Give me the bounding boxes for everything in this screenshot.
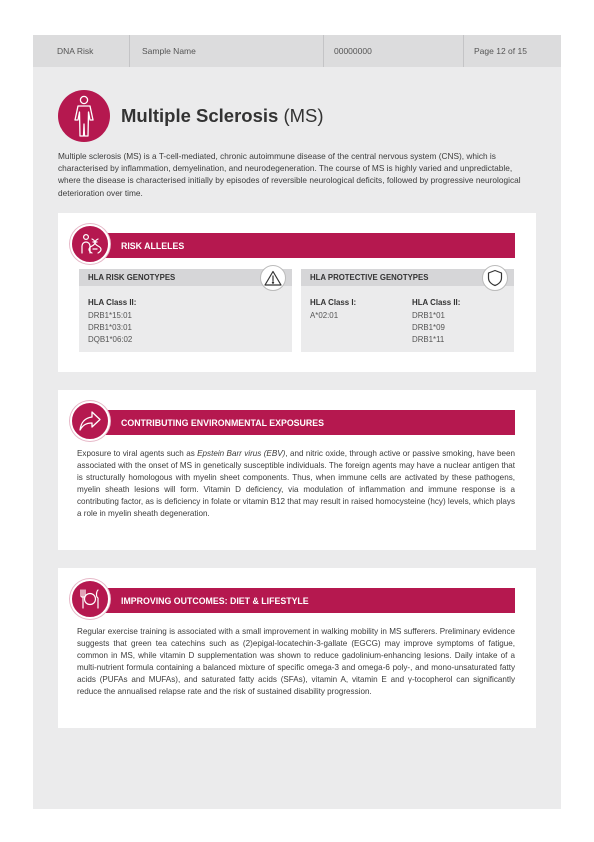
environmental-exposures-text — [77, 448, 515, 521]
human-figure-icon — [58, 90, 110, 142]
environmental-exposures-title: CONTRIBUTING ENVIRONMENTAL EXPOSURES — [96, 410, 515, 435]
cutlery-icon — [70, 579, 110, 619]
protective-class2-column — [412, 297, 460, 346]
improving-outcomes-text: Regular exercise training is associated with a small improvement in walking mobility in MS sufferers. Preliminary evidence suggests that green tea catechins such as (2)epigal-locatechin-3-gallate (EGCG) may improve symptoms of fatigue, common in MS, while vitamin D supplementation was shown to reduce gadolinium-enhancing lesions. Daily intake of a multi-nutrient formula containing a balanced mixture of specific omega-3 and omega-6 poly-, and mono-unsaturated fatty acids (PUFAs and MUFAs), and saturated fatty acids (SFAs), vitamin A, vitamin E and γ-tocopherol can significantly reduce the annualised relapse rate and the risk of sustained disability progression. — [77, 627, 515, 697]
environmental-exposures-header — [78, 410, 515, 435]
page-title-abbr: (MS) — [283, 105, 324, 126]
genotype-item: DRB1*11 — [412, 335, 445, 344]
dna-person-icon — [70, 224, 110, 264]
warning-icon — [260, 265, 286, 291]
page-title — [121, 105, 324, 127]
improving-outcomes-header — [78, 588, 515, 613]
genotype-item: DRB1*01 — [412, 311, 445, 320]
genotype-item: DRB1*03:01 — [88, 323, 132, 332]
hla-protective-genotypes-heading: HLA PROTECTIVE GENOTYPES — [301, 269, 514, 286]
env-text-part: Exposure to viral agents such as — [77, 449, 198, 458]
genotype-item: A*02:01 — [310, 311, 339, 320]
arrow-share-icon — [70, 401, 110, 441]
risk-class2-column — [88, 297, 136, 346]
intro-paragraph: Multiple sclerosis (MS) is a T-cell-mediated, chronic autoimmune disease of the central nervous system (CNS), which is characterised by inflammation, demyelination, and neurodegeneration. The course of MS is highly varied and unpredictable, where the disease is characterised initially by episodes of reversible neurological deficits, followed by progressive neurological deterioration over time. — [58, 151, 521, 198]
page-header — [33, 35, 561, 67]
header-sample-id: 00000000 — [324, 35, 464, 67]
header-page-number: Page 12 of 15 — [474, 46, 527, 56]
risk-class2-label: HLA Class II: — [88, 298, 137, 307]
env-text-part: , and nitric oxide, through active or passive smoking, have been associated with the onset of MS in genetically susceptible individuals. The foreign agents may have a nuclear antigen that is structurally homologous with myelin sheet components. Thus, when immune cells are activated by these pathogens, myelin sheath lesions will form. Vitamin D deficiency, via modulation of inflammation and immune response is a contributing factor, as is deficiency in folate or vitamin B12 that may result in raised homocysteine (hcy) levels, which plays a role in myelin sheath degeneration. — [77, 449, 515, 519]
improving-outcomes-title: IMPROVING OUTCOMES: DIET & LIFESTYLE — [96, 588, 515, 613]
genotype-item: DRB1*09 — [412, 323, 445, 332]
improving-outcomes-card — [58, 568, 536, 728]
genotype-item: DRB1*15:01 — [88, 311, 132, 320]
shield-icon — [482, 265, 508, 291]
risk-alleles-card — [58, 213, 536, 372]
genotype-item: DQB1*06:02 — [88, 335, 133, 344]
env-text-italic: Epstein Barr virus (EBV) — [197, 449, 286, 458]
hla-risk-genotypes-heading: HLA RISK GENOTYPES — [79, 269, 292, 286]
environmental-exposures-card — [58, 390, 536, 550]
page-title-block — [58, 90, 324, 142]
page-title-main: Multiple Sclerosis — [121, 105, 279, 126]
report-page — [33, 35, 561, 809]
protective-class2-label: HLA Class II: — [412, 298, 461, 307]
risk-alleles-title: RISK ALLELES — [96, 233, 515, 258]
header-report-type: DNA Risk — [33, 35, 130, 67]
hla-risk-genotypes-panel — [79, 269, 292, 352]
protective-class1-label: HLA Class I: — [310, 298, 357, 307]
protective-class1-column — [310, 297, 356, 322]
header-sample-name: Sample Name — [130, 35, 324, 67]
risk-alleles-header — [78, 233, 515, 258]
hla-protective-genotypes-panel — [301, 269, 514, 352]
